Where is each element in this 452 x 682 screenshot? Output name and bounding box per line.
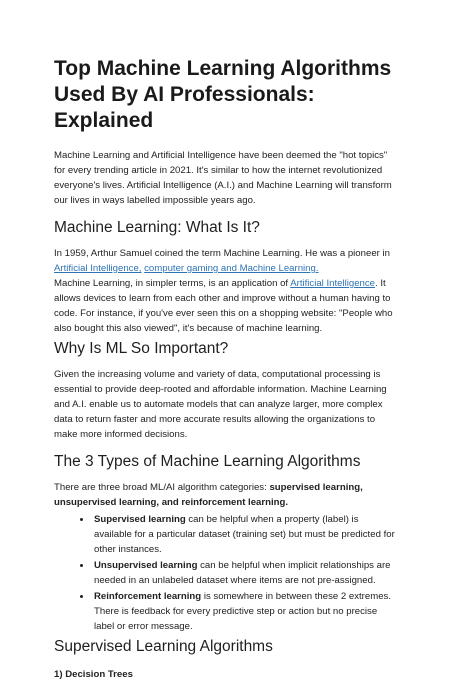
list-item-unsupervised (92, 558, 396, 588)
categories-bold: supervised learning, unsupervised learning, and reinforcement learning. (54, 482, 363, 508)
section-heading-what-is-ml: Machine Learning: What Is It? (54, 219, 260, 236)
history-paragraph (54, 246, 396, 276)
section-heading-why-important: Why Is ML So Important? (54, 340, 229, 357)
term-unsupervised: Unsupervised learning (94, 560, 198, 571)
desc-reinforcement: is somewhere in between these 2 extremes. There is feedback for every predictive step or action but no precise label or error message. (94, 591, 391, 632)
desc-supervised: can be helpful when a property (label) is available for a particular dataset (training set) but must be predicted for other instances. (94, 514, 395, 555)
list-item-reinforcement (92, 589, 396, 634)
section-heading-three-types: The 3 Types of Machine Learning Algorithms (54, 453, 361, 470)
desc-unsupervised: can be helpful when implicit relationships are needed in an unlabeled dataset where items are not pre-assigned. (94, 560, 391, 586)
term-reinforcement: Reinforcement learning (94, 591, 202, 602)
categories-list (54, 512, 396, 634)
intro-paragraph: Machine Learning and Artificial Intelligence have been deemed the "hot topics" for every trending article in 2021. It's similar to how the internet revolutionized everyone's lives. Artificial Intelligence (A.I.) and Machine Learning will transform our lives in ways labelled impossible years ago. (54, 150, 392, 206)
categories-paragraph (54, 480, 396, 510)
list-item-supervised (92, 512, 396, 557)
link-artificial-intelligence-2[interactable]: Artificial Intelligence (290, 278, 376, 289)
link-artificial-intelligence[interactable]: Artificial Intelligence, (54, 263, 142, 274)
importance-paragraph: Given the increasing volume and variety of data, computational processing is essential to provide deep-rooted and affordable information. Machine Learning and A.I. enable us to automate models that can analyze larger, more complex data to return faster and more accurate results allowing the organizations to make more informed decisions. (54, 369, 387, 440)
history-text: In 1959, Arthur Samuel coined the term Machine Learning. He was a pioneer in (54, 248, 390, 259)
definition-text-b: . It allows devices to learn from each other and improve without a human having to code. For instance, if you've ever seen this on a shopping website: "People who also bought this also viewed", it's because of machine learning. (54, 278, 393, 334)
article-title: Top Machine Learning Algorithms Used By AI Professionals: Explained (54, 57, 392, 132)
section-heading-supervised: Supervised Learning Algorithms (54, 638, 273, 655)
link-computer-gaming[interactable]: computer gaming and Machine Learning. (144, 263, 319, 274)
categories-text: There are three broad ML/AI algorithm categories: (54, 482, 270, 493)
term-supervised: Supervised learning (94, 514, 186, 525)
definition-paragraph (54, 276, 396, 336)
subheading-decision-trees: 1) Decision Trees (54, 669, 133, 680)
definition-text-a: Machine Learning, in simpler terms, is an application of (54, 278, 291, 289)
